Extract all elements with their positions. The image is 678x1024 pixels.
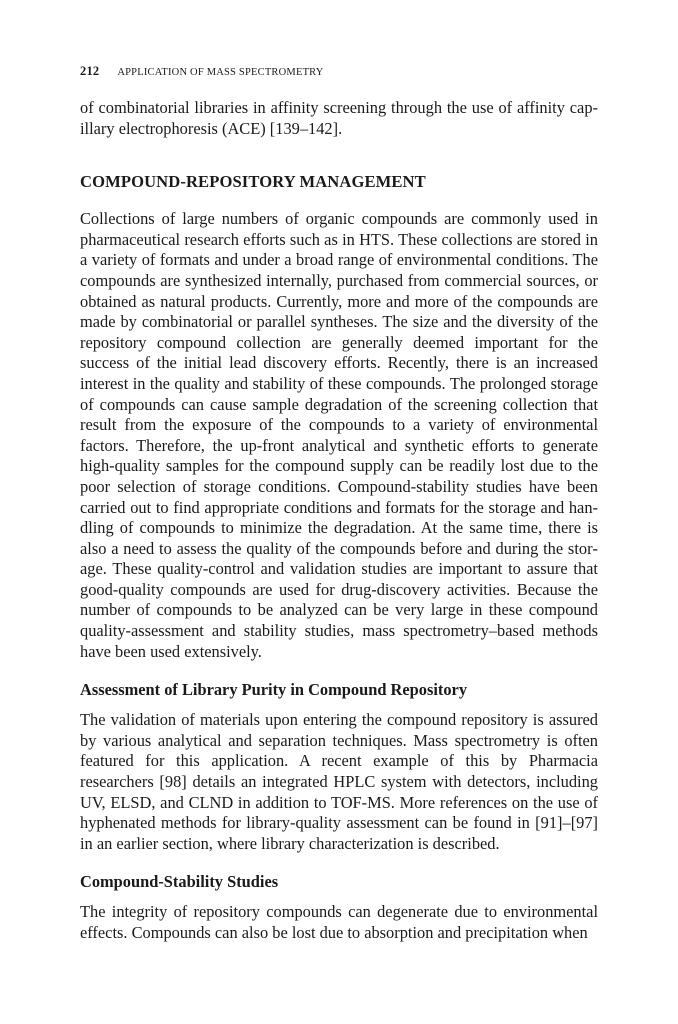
running-title: APPLICATION OF MASS SPECTROMETRY <box>117 67 324 78</box>
continuation-paragraph: of combinatorial libraries in affinity screening through the use of affinity capillary electrophoresis (ACE) [139–142]. <box>80 98 598 138</box>
section-intro-paragraph: Collections of large numbers of organic compounds are commonly used in pharmaceutical research efforts such as in HTS. These collections are stored in a variety of formats and under a broad range of environmental conditions. The compounds are synthesized internally, purchased from commercial sources, or obtained as natural products. Currently, more and more of the compounds are made by combinatorial or parallel syntheses. The size and the diversity of the repository compound collection are generally deemed important for the success of the initial lead discovery efforts. Recently, there is an increased interest in the quality and stability of these compounds. The prolonged storage of compounds can cause sample degradation of the screening collection that result from the exposure of the compounds to a variety of environmental factors. Therefore, the up-front analytical and synthetic efforts to generate high-quality samples for the compound supply can be readily lost due to the poor selection of storage conditions. Compound-stability studies have been carried out to find appropriate conditions and formats for the storage and handling of compounds to minimize the degradation. At the same time, there is also a need to assess the quality of the compounds before and during the storage. These quality-control and validation studies are important to assure that good-quality compounds are used for drug-discovery activities. Because the number of compounds to be analyzed can be very large in these compound quality-assessment and stability studies, mass spectrometry–based methods have been used extensively. <box>80 209 598 661</box>
page-number: 212 <box>80 64 100 78</box>
running-header <box>80 64 598 84</box>
subsection-heading-library-purity: Assessment of Library Purity in Compound Repository <box>80 680 468 700</box>
section-heading: COMPOUND-REPOSITORY MANAGEMENT <box>80 172 426 192</box>
subsection-heading-compound-stability: Compound-Stability Studies <box>80 872 279 892</box>
subsection-paragraph-compound-stability: The integrity of repository compounds can degenerate due to environmental effects. Compounds can also be lost due to absorption and precipitation when <box>80 902 598 942</box>
subsection-paragraph-library-purity: The validation of materials upon entering the compound repository is assured by various analytical and separation techniques. Mass spectrometry is often featured for this application. A recent example of this by Pharmacia researchers [98] details an integrated HPLC system with detectors, including UV, ELSD, and CLND in addition to TOF-MS. More references on the use of hyphenated methods for library-quality assessment can be found in [91]–[97] in an earlier section, where library characterization is described. <box>80 710 598 853</box>
book-page <box>80 64 598 944</box>
